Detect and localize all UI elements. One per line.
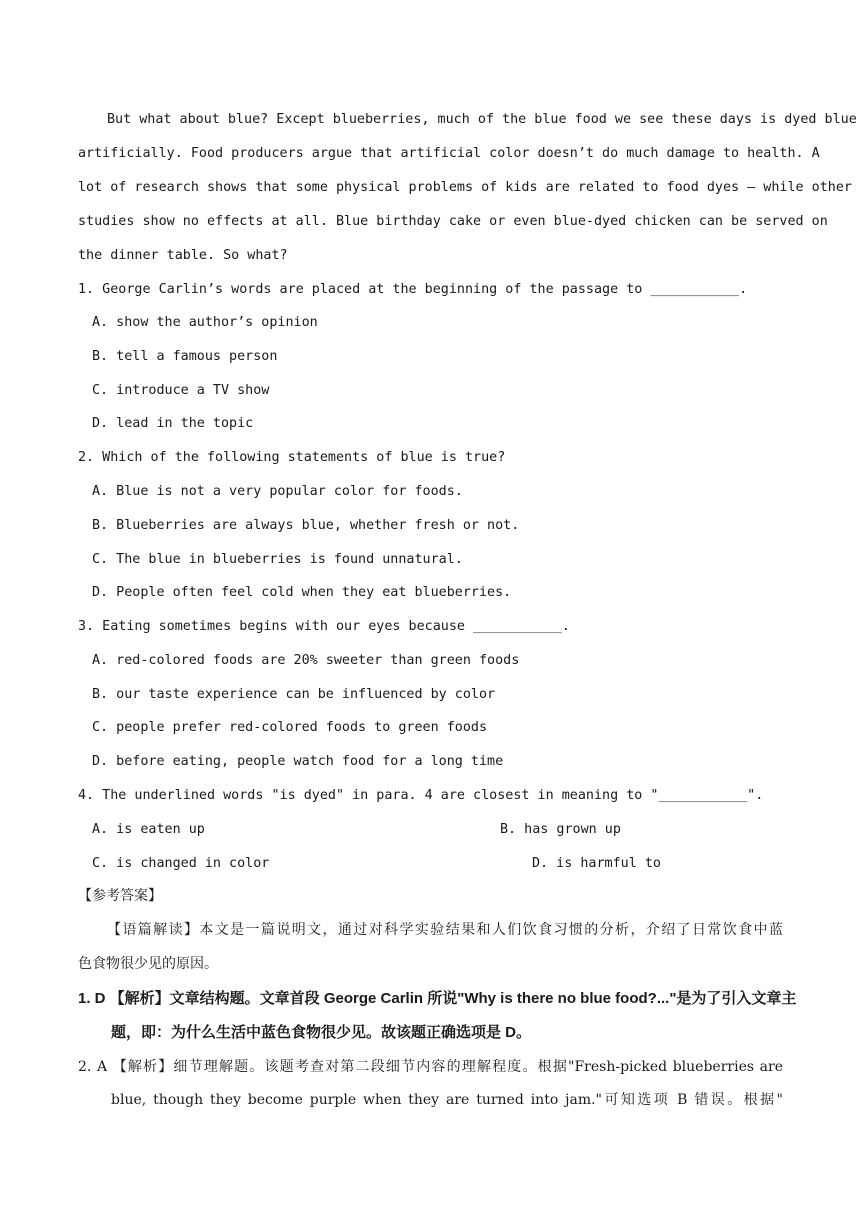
answer-heading: 【参考答案】 — [78, 888, 162, 904]
answer-1-line: 1. D 【解析】文章结构题。文章首段 George Carlin 所说"Why is there no blue food?..."是为了引入文章主 — [78, 990, 797, 1007]
question-stem: 4. The underlined words "is dyed" in para. 4 are closest in meaning to "___________". — [78, 788, 764, 803]
option-d: D. lead in the topic — [92, 416, 254, 431]
answer-2-line: 2. A 【解析】细节理解题。该题考查对第二段细节内容的理解程度。根据"Fresh-picked blueberries are — [78, 1059, 783, 1075]
option-b: B. Blueberries are always blue, whether fresh or not. — [92, 518, 520, 533]
option-d: D. People often feel cold when they eat blueberries. — [92, 585, 512, 600]
passage-line: the dinner table. So what? — [78, 248, 288, 263]
option-b: B. tell a famous person — [92, 349, 278, 364]
option-a: A. red-colored foods are 20% sweeter than green foods — [92, 653, 520, 668]
option-d: D. is harmful to — [532, 856, 661, 871]
passage-line: But what about blue? Except blueberries, much of the blue food we see these days is dyed blue — [107, 112, 857, 127]
question-stem: 2. Which of the following statements of blue is true? — [78, 450, 506, 465]
option-c: C. people prefer red-colored foods to green foods — [92, 720, 488, 735]
option-b: B. our taste experience can be influenced by color — [92, 687, 496, 702]
option-a: A. show the author’s opinion — [92, 315, 318, 330]
option-c: C. The blue in blueberries is found unnatural. — [92, 552, 463, 567]
summary-line: 【语篇解读】本文是一篇说明文，通过对科学实验结果和人们饮食习惯的分析，介绍了日常饮食中蓝 — [107, 922, 783, 938]
answer-1-line: 题，即：为什么生活中蓝色食物很少见。故该题正确选项是 D。 — [111, 1024, 532, 1041]
option-a: A. Blue is not a very popular color for foods. — [92, 484, 463, 499]
question-stem: 3. Eating sometimes begins with our eyes because ___________. — [78, 619, 570, 634]
answer-2-line: blue, though they become purple when they are turned into jam."可知选项 B 错误。根据" — [111, 1092, 783, 1108]
question-stem: 1. George Carlin’s words are placed at the beginning of the passage to ___________. — [78, 282, 748, 297]
option-b: B. has grown up — [500, 822, 621, 837]
option-c: C. is changed in color — [92, 856, 270, 871]
option-c: C. introduce a TV show — [92, 383, 270, 398]
passage-line: artificially. Food producers argue that artificial color doesn’t do much damage to health. A — [78, 146, 820, 161]
passage-line: studies show no effects at all. Blue birthday cake or even blue-dyed chicken can be served on — [78, 214, 828, 229]
option-a: A. is eaten up — [92, 822, 205, 837]
summary-line: 色食物很少见的原因。 — [78, 956, 218, 972]
passage-line: lot of research shows that some physical problems of kids are related to food dyes — while other — [78, 180, 852, 195]
option-d: D. before eating, people watch food for a long time — [92, 754, 504, 769]
